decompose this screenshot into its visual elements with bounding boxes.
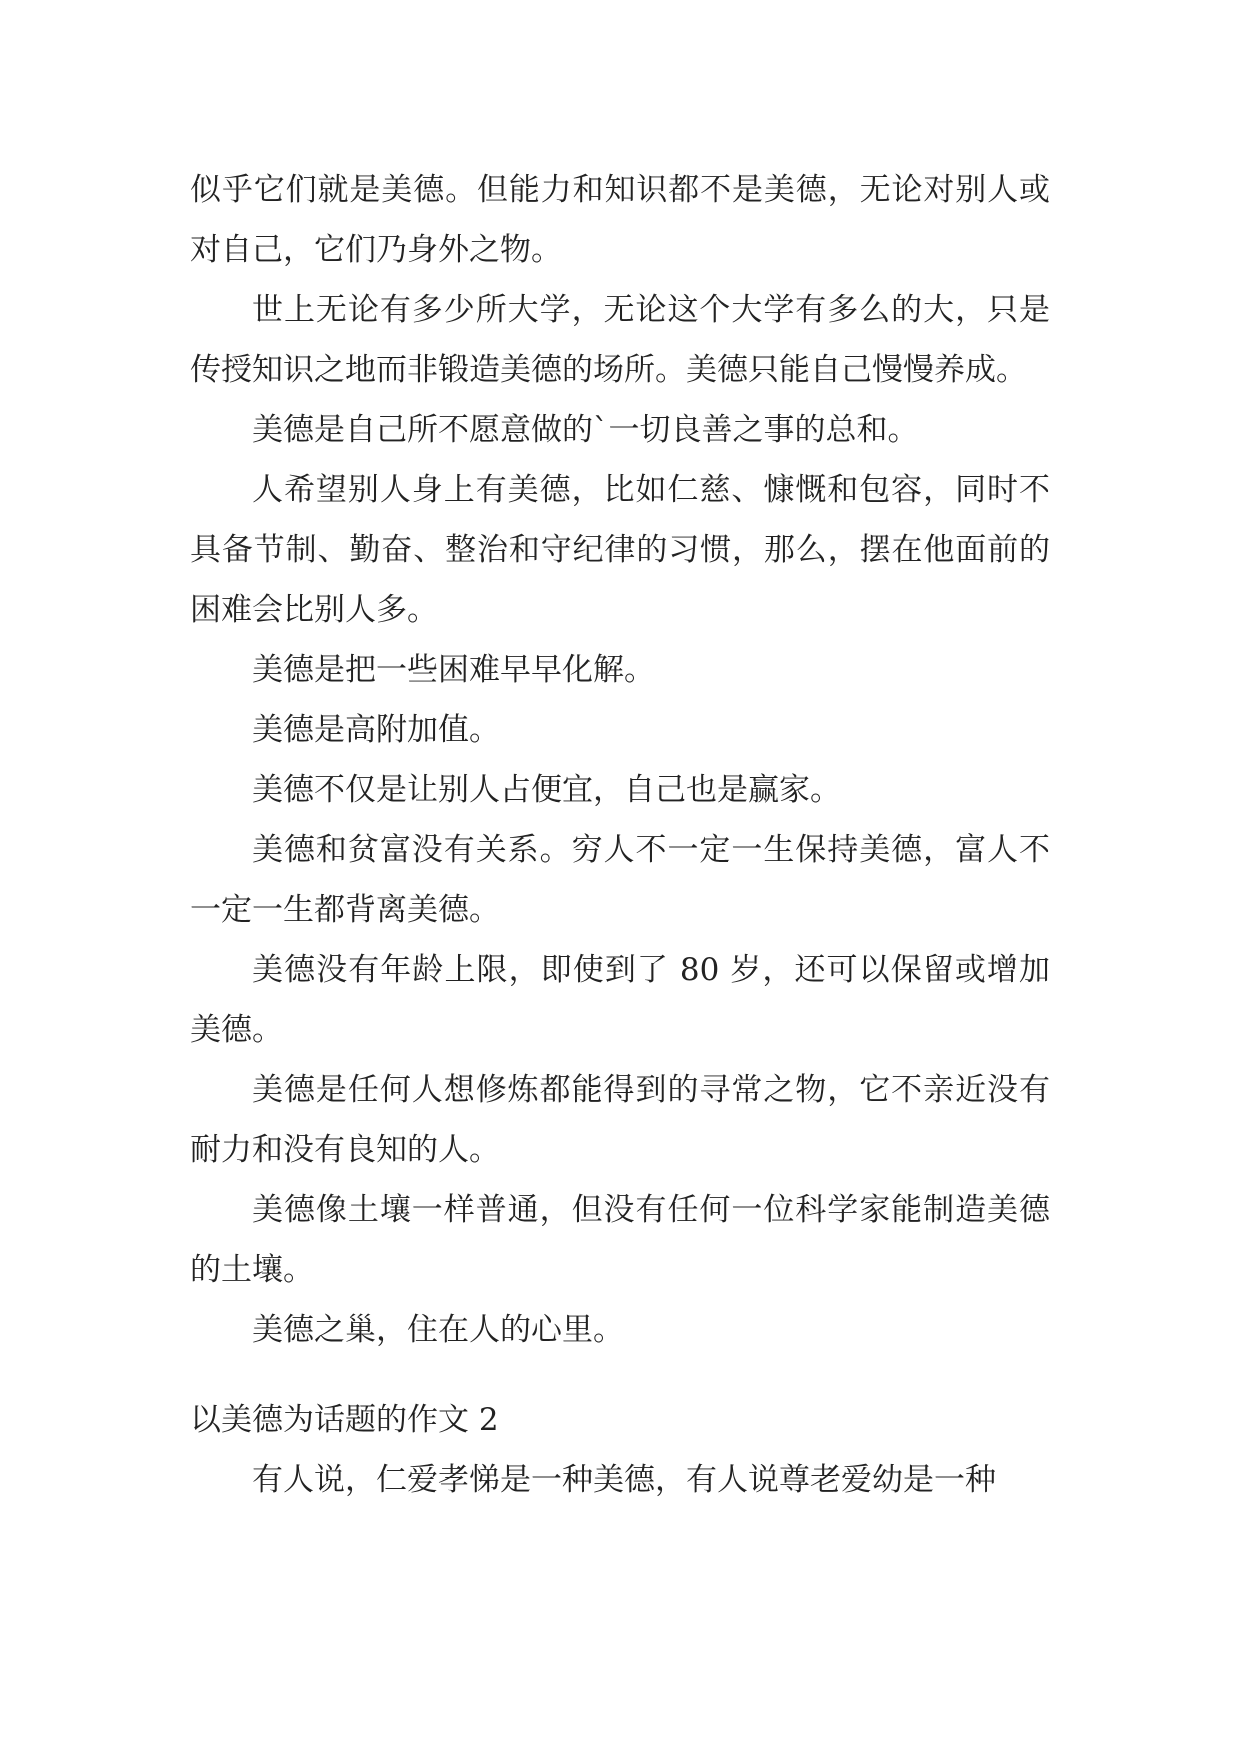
section-heading: 以美德为话题的作文 2 bbox=[190, 1402, 499, 1438]
paragraph: 美德像土壤一样普通，但没有任何一位科学家能制造美德的土壤。 bbox=[190, 1192, 1050, 1288]
paragraph: 似乎它们就是美德。但能力和知识都不是美德，无论对别人或对自己，它们乃身外之物。 bbox=[190, 172, 1050, 268]
paragraph: 美德是自己所不愿意做的`一切良善之事的总和。 bbox=[252, 412, 919, 448]
paragraph: 美德是任何人想修炼都能得到的寻常之物，它不亲近没有耐力和没有良知的人。 bbox=[190, 1072, 1050, 1168]
document-body bbox=[190, 160, 1050, 1510]
paragraph: 有人说，仁爱孝悌是一种美德，有人说尊老爱幼是一种 bbox=[252, 1462, 996, 1498]
paragraph: 美德是把一些困难早早化解。 bbox=[252, 652, 655, 688]
paragraph: 美德和贫富没有关系。穷人不一定一生保持美德，富人不一定一生都背离美德。 bbox=[190, 832, 1050, 928]
paragraph: 美德不仅是让别人占便宜，自己也是赢家。 bbox=[252, 772, 841, 808]
paragraph: 人希望别人身上有美德，比如仁慈、慷慨和包容，同时不具备节制、勤奋、整治和守纪律的习惯，那么，摆在他面前的困难会比别人多。 bbox=[190, 472, 1050, 628]
paragraph: 美德没有年龄上限，即使到了 80 岁，还可以保留或增加美德。 bbox=[190, 952, 1050, 1048]
paragraph: 美德是高附加值。 bbox=[252, 712, 500, 748]
paragraph: 世上无论有多少所大学，无论这个大学有多么的大，只是传授知识之地而非锻造美德的场所。美德只能自己慢慢养成。 bbox=[190, 292, 1050, 388]
paragraph: 美德之巢，住在人的心里。 bbox=[252, 1312, 624, 1348]
